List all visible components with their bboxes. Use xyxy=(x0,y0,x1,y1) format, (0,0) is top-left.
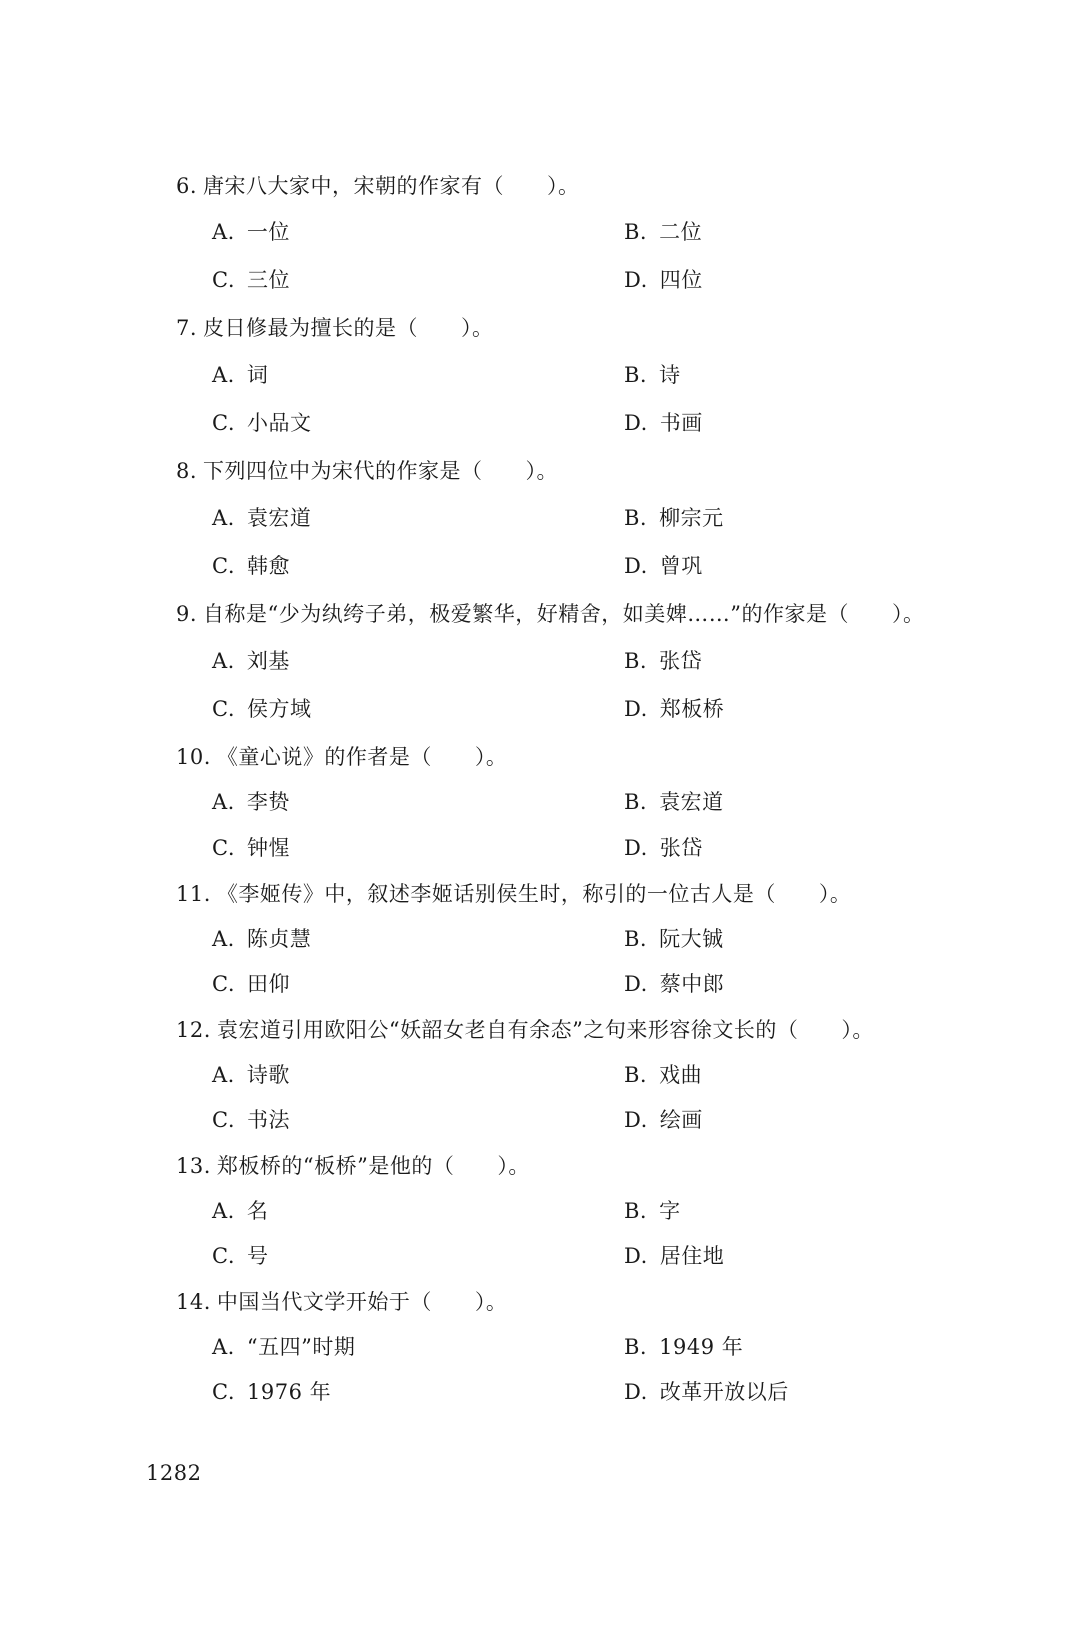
option-a: A. 陈贞慧 xyxy=(212,927,312,951)
option-d: D. 四位 xyxy=(624,268,703,292)
question-stem xyxy=(176,171,580,201)
option-d: D. 蔡中郎 xyxy=(624,972,725,996)
question-text: 下列四位中为宋代的作家是（ ）。 xyxy=(203,459,559,483)
option-d: D. 书画 xyxy=(624,411,703,435)
option-d: D. 张岱 xyxy=(624,836,703,860)
question-number: 14. xyxy=(176,1290,211,1314)
question-stem xyxy=(176,599,925,629)
question-text: 《童心说》的作者是（ ）。 xyxy=(216,745,508,769)
option-c: C. 1976 年 xyxy=(212,1380,332,1404)
option-a: A. 李贽 xyxy=(212,790,290,814)
option-c: C. 韩愈 xyxy=(212,554,290,578)
question-text: 郑板桥的“板桥”是他的（ ）。 xyxy=(216,1154,530,1178)
question-number: 8. xyxy=(176,459,198,483)
question-text: 唐宋八大家中，宋朝的作家有（ ）。 xyxy=(203,174,580,198)
question-text: 自称是“少为纨绔子弟，极爱繁华，好精舍，如美婢……”的作家是（ ）。 xyxy=(203,602,925,626)
option-a: A. 名 xyxy=(212,1199,269,1223)
option-d: D. 曾巩 xyxy=(624,554,703,578)
option-d: D. 居住地 xyxy=(624,1244,725,1268)
option-a: A. 袁宏道 xyxy=(212,506,312,530)
question-text: 袁宏道引用欧阳公“妖韶女老自有余态”之句来形容徐文长的（ ）。 xyxy=(216,1018,874,1042)
question-number: 13. xyxy=(176,1154,211,1178)
question-stem xyxy=(176,456,558,486)
option-b: B. 张岱 xyxy=(624,649,703,673)
question-stem xyxy=(176,1015,874,1045)
question-number: 7. xyxy=(176,316,198,340)
option-a: A. 词 xyxy=(212,363,269,387)
question-text: 中国当代文学开始于（ ）。 xyxy=(216,1290,508,1314)
option-b: B. 柳宗元 xyxy=(624,506,724,530)
question-text: 皮日修最为擅长的是（ ）。 xyxy=(203,316,494,340)
question-stem xyxy=(176,879,851,909)
question-stem xyxy=(176,1287,507,1317)
question-number: 9. xyxy=(176,602,198,626)
option-d: D. 改革开放以后 xyxy=(624,1380,789,1404)
question-stem xyxy=(176,313,494,343)
option-b: B. 袁宏道 xyxy=(624,790,724,814)
option-c: C. 小品文 xyxy=(212,411,312,435)
option-a: A. 诗歌 xyxy=(212,1063,290,1087)
option-c: C. 书法 xyxy=(212,1108,290,1132)
question-number: 10. xyxy=(176,745,211,769)
question-number: 6. xyxy=(176,174,198,198)
option-a: A. 刘基 xyxy=(212,649,290,673)
option-b: B. 阮大铖 xyxy=(624,927,724,951)
option-c: C. 田仰 xyxy=(212,972,290,996)
option-a: A. 一位 xyxy=(212,220,290,244)
option-c: C. 侯方域 xyxy=(212,697,312,721)
option-b: B. 二位 xyxy=(624,220,703,244)
page-number: 1282 xyxy=(146,1461,202,1485)
question-stem xyxy=(176,1151,530,1181)
option-c: C. 三位 xyxy=(212,268,290,292)
option-d: D. 绘画 xyxy=(624,1108,703,1132)
question-text: 《李姬传》中，叙述李姬话别侯生时，称引的一位古人是（ ）。 xyxy=(216,882,852,906)
option-b: B. 字 xyxy=(624,1199,681,1223)
option-b: B. 戏曲 xyxy=(624,1063,703,1087)
question-number: 12. xyxy=(176,1018,211,1042)
option-c: C. 钟惺 xyxy=(212,836,290,860)
option-a: A. “五四”时期 xyxy=(212,1335,356,1359)
question-stem xyxy=(176,742,507,772)
option-b: B. 1949 年 xyxy=(624,1335,744,1359)
question-number: 11. xyxy=(176,882,211,906)
option-c: C. 号 xyxy=(212,1244,269,1268)
option-d: D. 郑板桥 xyxy=(624,697,725,721)
option-b: B. 诗 xyxy=(624,363,681,387)
